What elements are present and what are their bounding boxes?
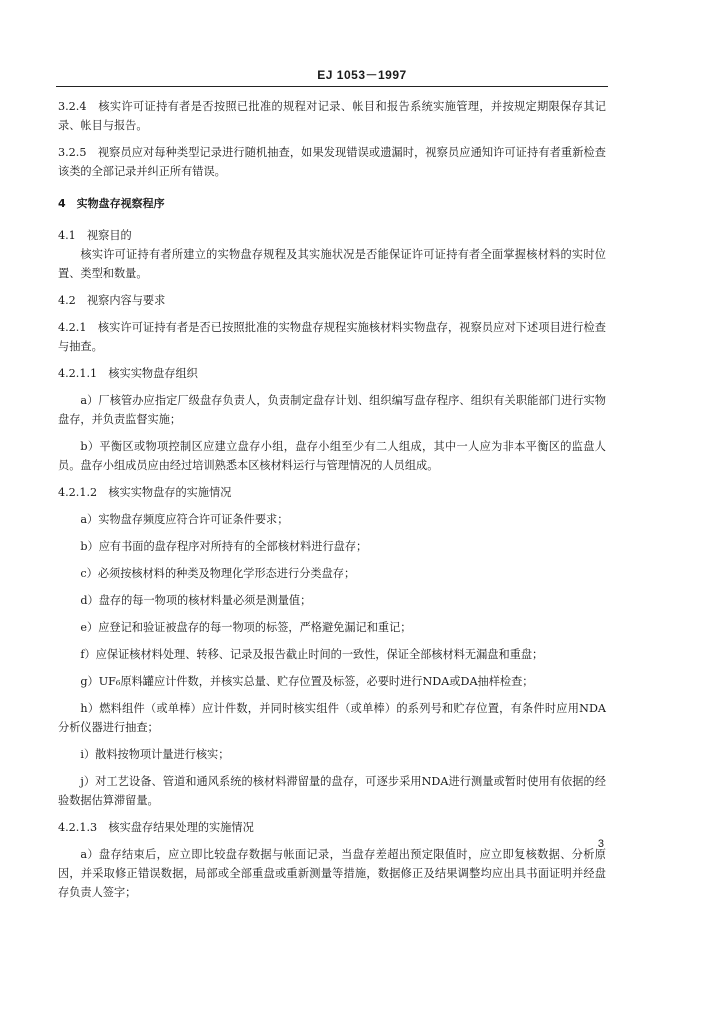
clause-3-2-5: 3.2.5 视察员应对每种类型记录进行随机抽查，如果发现错误或遗漏时，视察员应通知许可证持有者重新检查该类的全部记录并纠正所有错误。 — [58, 146, 606, 178]
clause-3-2-4: 3.2.4 核实许可证持有者是否按照已批准的规程对记录、帐目和报告系统实施管理，并按规定期限保存其记录、帐目与报告。 — [58, 100, 606, 132]
list-item-4-2-1-2-i: i）散料按物项计量进行核实； — [80, 748, 230, 761]
list-item-4-2-1-3-a: a）盘存结束后，应立即比较盘存数据与帐面记录，当盘存差超出预定限值时，应立即复核数据、分析原因，并采取修正错误数据，局部或全部重盘或重新测量等措施，数据修正及结果调整均应出具书面证明并经盘存负责人签字； — [58, 848, 606, 899]
clause-4-2-1-2-heading: 4.2.1.2 核实实物盘存的实施情况 — [58, 486, 232, 499]
document-header: EJ 1053－1997 — [317, 68, 407, 82]
list-item-4-2-1-2-e: e）应登记和验证被盘存的每一物项的标签，严格避免漏记和重记； — [80, 621, 412, 634]
list-item-4-2-1-2-b: b）应有书面的盘存程序对所持有的全部核材料进行盘存； — [80, 540, 368, 553]
list-item-4-2-1-1-b: b）平衡区或物项控制区应建立盘存小组，盘存小组至少有二人组成，其中一人应为非本平衡区的监盘人员。盘存小组成员应由经过培训熟悉本区核材料运行与管理情况的人员组成。 — [58, 440, 606, 472]
list-item-4-2-1-2-g: g）UF₆原料罐应计件数，并核实总量、贮存位置及标签，必要时进行NDA或DA抽样检查； — [80, 675, 534, 688]
clause-4-2-1: 4.2.1 核实许可证持有者是否已按照批准的实物盘存规程实施核材料实物盘存，视察员应对下述项目进行检查与抽查。 — [58, 321, 606, 353]
section-4-heading: 4 实物盘存视察程序 — [58, 197, 165, 210]
clause-4-2-1-1-heading: 4.2.1.1 核实实物盘存组织 — [58, 367, 198, 380]
clause-4-1-heading: 4.1 视察目的 — [58, 229, 132, 242]
list-item-4-2-1-2-h: h）燃料组件（或单棒）应计件数，并同时核实组件（或单棒）的系列号和贮存位置，有条件时应用NDA分析仪器进行抽查； — [58, 702, 606, 734]
page-number: 3 — [597, 838, 604, 850]
list-item-4-2-1-2-a: a）实物盘存频度应符合许可证条件要求； — [80, 513, 289, 526]
list-item-4-2-1-1-a: a）厂核管办应指定厂级盘存负责人，负责制定盘存计划、组织编写盘存程序、组织有关职能部门进行实物盘存，并负责监督实施； — [58, 394, 606, 426]
list-item-4-2-1-2-f: f）应保证核材料处理、转移、记录及报告截止时间的一致性，保证全部核材料无漏盘和重盘； — [80, 648, 544, 661]
clause-4-2-1-3-heading: 4.2.1.3 核实盘存结果处理的实施情况 — [58, 821, 254, 834]
clause-4-2-heading: 4.2 视察内容与要求 — [58, 294, 166, 307]
header-rule — [56, 86, 608, 87]
list-item-4-2-1-2-j: j）对工艺设备、管道和通风系统的核材料滞留量的盘存，可逐步采用NDA进行测量或暂时使用有依据的经验数据估算滞留量。 — [58, 775, 606, 807]
list-item-4-2-1-2-c: c）必须按核材料的种类及物理化学形态进行分类盘存； — [80, 567, 356, 580]
list-item-4-2-1-2-d: d）盘存的每一物项的核材料量必须是测量值； — [80, 594, 312, 607]
document-body — [58, 97, 606, 902]
clause-4-1-body: 核实许可证持有者所建立的实物盘存规程及其实施状况是否能保证许可证持有者全面掌握核材料的实时位置、类型和数量。 — [58, 248, 606, 280]
